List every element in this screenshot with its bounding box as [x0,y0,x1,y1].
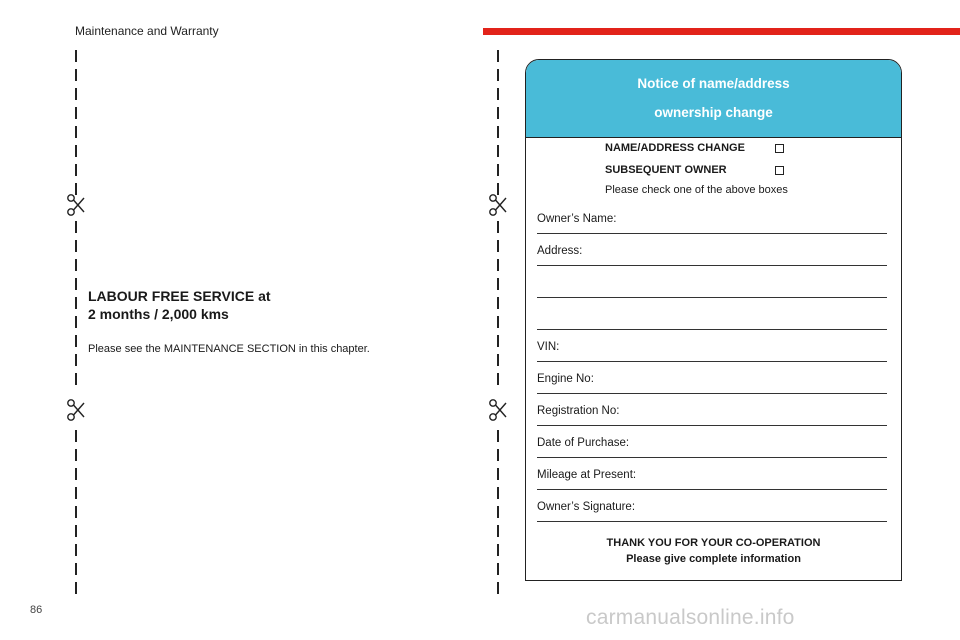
scissors-icon [66,398,86,422]
page-number: 86 [30,604,43,616]
cut-dash [75,164,77,176]
field-label: Registration No: [537,405,620,417]
cut-dash [75,468,77,480]
cut-dash [75,354,77,366]
cut-dash [75,145,77,157]
field-input-line[interactable] [537,297,887,298]
field-input-line[interactable] [537,457,887,458]
cut-dash [497,316,499,328]
field-input-line[interactable] [537,425,887,426]
form-title-line2: ownership change [654,105,773,120]
cut-dash [497,107,499,119]
cut-dash [75,88,77,100]
cut-dash [75,506,77,518]
cut-dash [497,145,499,157]
cut-dash [75,449,77,461]
field-input-line[interactable] [537,329,887,330]
service-title-line2: 2 months / 2,000 kms [88,306,229,322]
section-title: Maintenance and Warranty [75,24,219,38]
cut-dash [497,354,499,366]
option-subsequent-owner-label: SUBSEQUENT OWNER [605,164,727,176]
cut-dash [75,430,77,442]
check-hint: Please check one of the above boxes [605,184,788,196]
service-note: Please see the MAINTENANCE SECTION in this chapter. [88,343,370,355]
cut-dash [497,297,499,309]
cut-dash [75,297,77,309]
cut-dash [497,449,499,461]
cut-dash [497,259,499,271]
cut-dash [75,335,77,347]
field-input-line[interactable] [537,393,887,394]
field-label: Engine No: [537,373,594,385]
cut-dash [497,563,499,575]
cut-dash [75,126,77,138]
field-label: Mileage at Present: [537,469,637,481]
thanks-line2: Please give complete information [626,553,801,565]
cut-dash [75,107,77,119]
cut-dash [75,259,77,271]
cut-dash [497,487,499,499]
cut-dash [75,487,77,499]
cut-dash [75,525,77,537]
form-header [526,60,901,138]
cut-dash [75,563,77,575]
field-input-line[interactable] [537,233,887,234]
cut-dash [497,468,499,480]
field-input-line[interactable] [537,521,887,522]
cut-line-left [66,50,86,610]
cut-dash [497,430,499,442]
cut-dash [75,69,77,81]
form-title-line1: Notice of name/address [637,76,790,91]
cut-dash [497,240,499,252]
cut-dash [497,335,499,347]
cut-dash [75,221,77,233]
cut-dash [497,88,499,100]
cut-dash [497,278,499,290]
cut-dash [75,373,77,385]
cut-dash [497,126,499,138]
field-label: VIN: [537,341,560,353]
option-name-address-change-checkbox[interactable] [775,144,784,153]
cut-dash [497,221,499,233]
field-label: Address: [537,245,583,257]
cut-dash [497,582,499,594]
cut-dash [497,69,499,81]
labour-free-service-title [88,287,388,323]
option-subsequent-owner-checkbox[interactable] [775,166,784,175]
cut-dash [497,525,499,537]
field-label: Date of Purchase: [537,437,630,449]
ownership-change-form [525,59,902,581]
field-input-line[interactable] [537,265,887,266]
field-label: Owner’s Name: [537,213,617,225]
cut-dash [75,582,77,594]
field-input-line[interactable] [537,361,887,362]
field-input-line[interactable] [537,489,887,490]
scissors-icon [488,193,508,217]
cut-dash [497,544,499,556]
watermark: carmanualsonline.info [586,606,795,629]
cut-dash [497,506,499,518]
cut-dash [75,316,77,328]
field-label: Owner’s Signature: [537,501,636,513]
cut-dash [75,240,77,252]
cut-dash [497,164,499,176]
service-title-line1: LABOUR FREE SERVICE at [88,288,271,304]
accent-bar [483,28,960,35]
thanks-line1: THANK YOU FOR YOUR CO-OPERATION [606,537,821,549]
scissors-icon [488,398,508,422]
cut-dash [75,278,77,290]
cut-dash [497,50,499,62]
scissors-icon [66,193,86,217]
cut-dash [497,373,499,385]
cut-dash [75,544,77,556]
option-name-address-change-label: NAME/ADDRESS CHANGE [605,142,745,154]
cut-dash [75,50,77,62]
cut-line-right [488,50,508,610]
